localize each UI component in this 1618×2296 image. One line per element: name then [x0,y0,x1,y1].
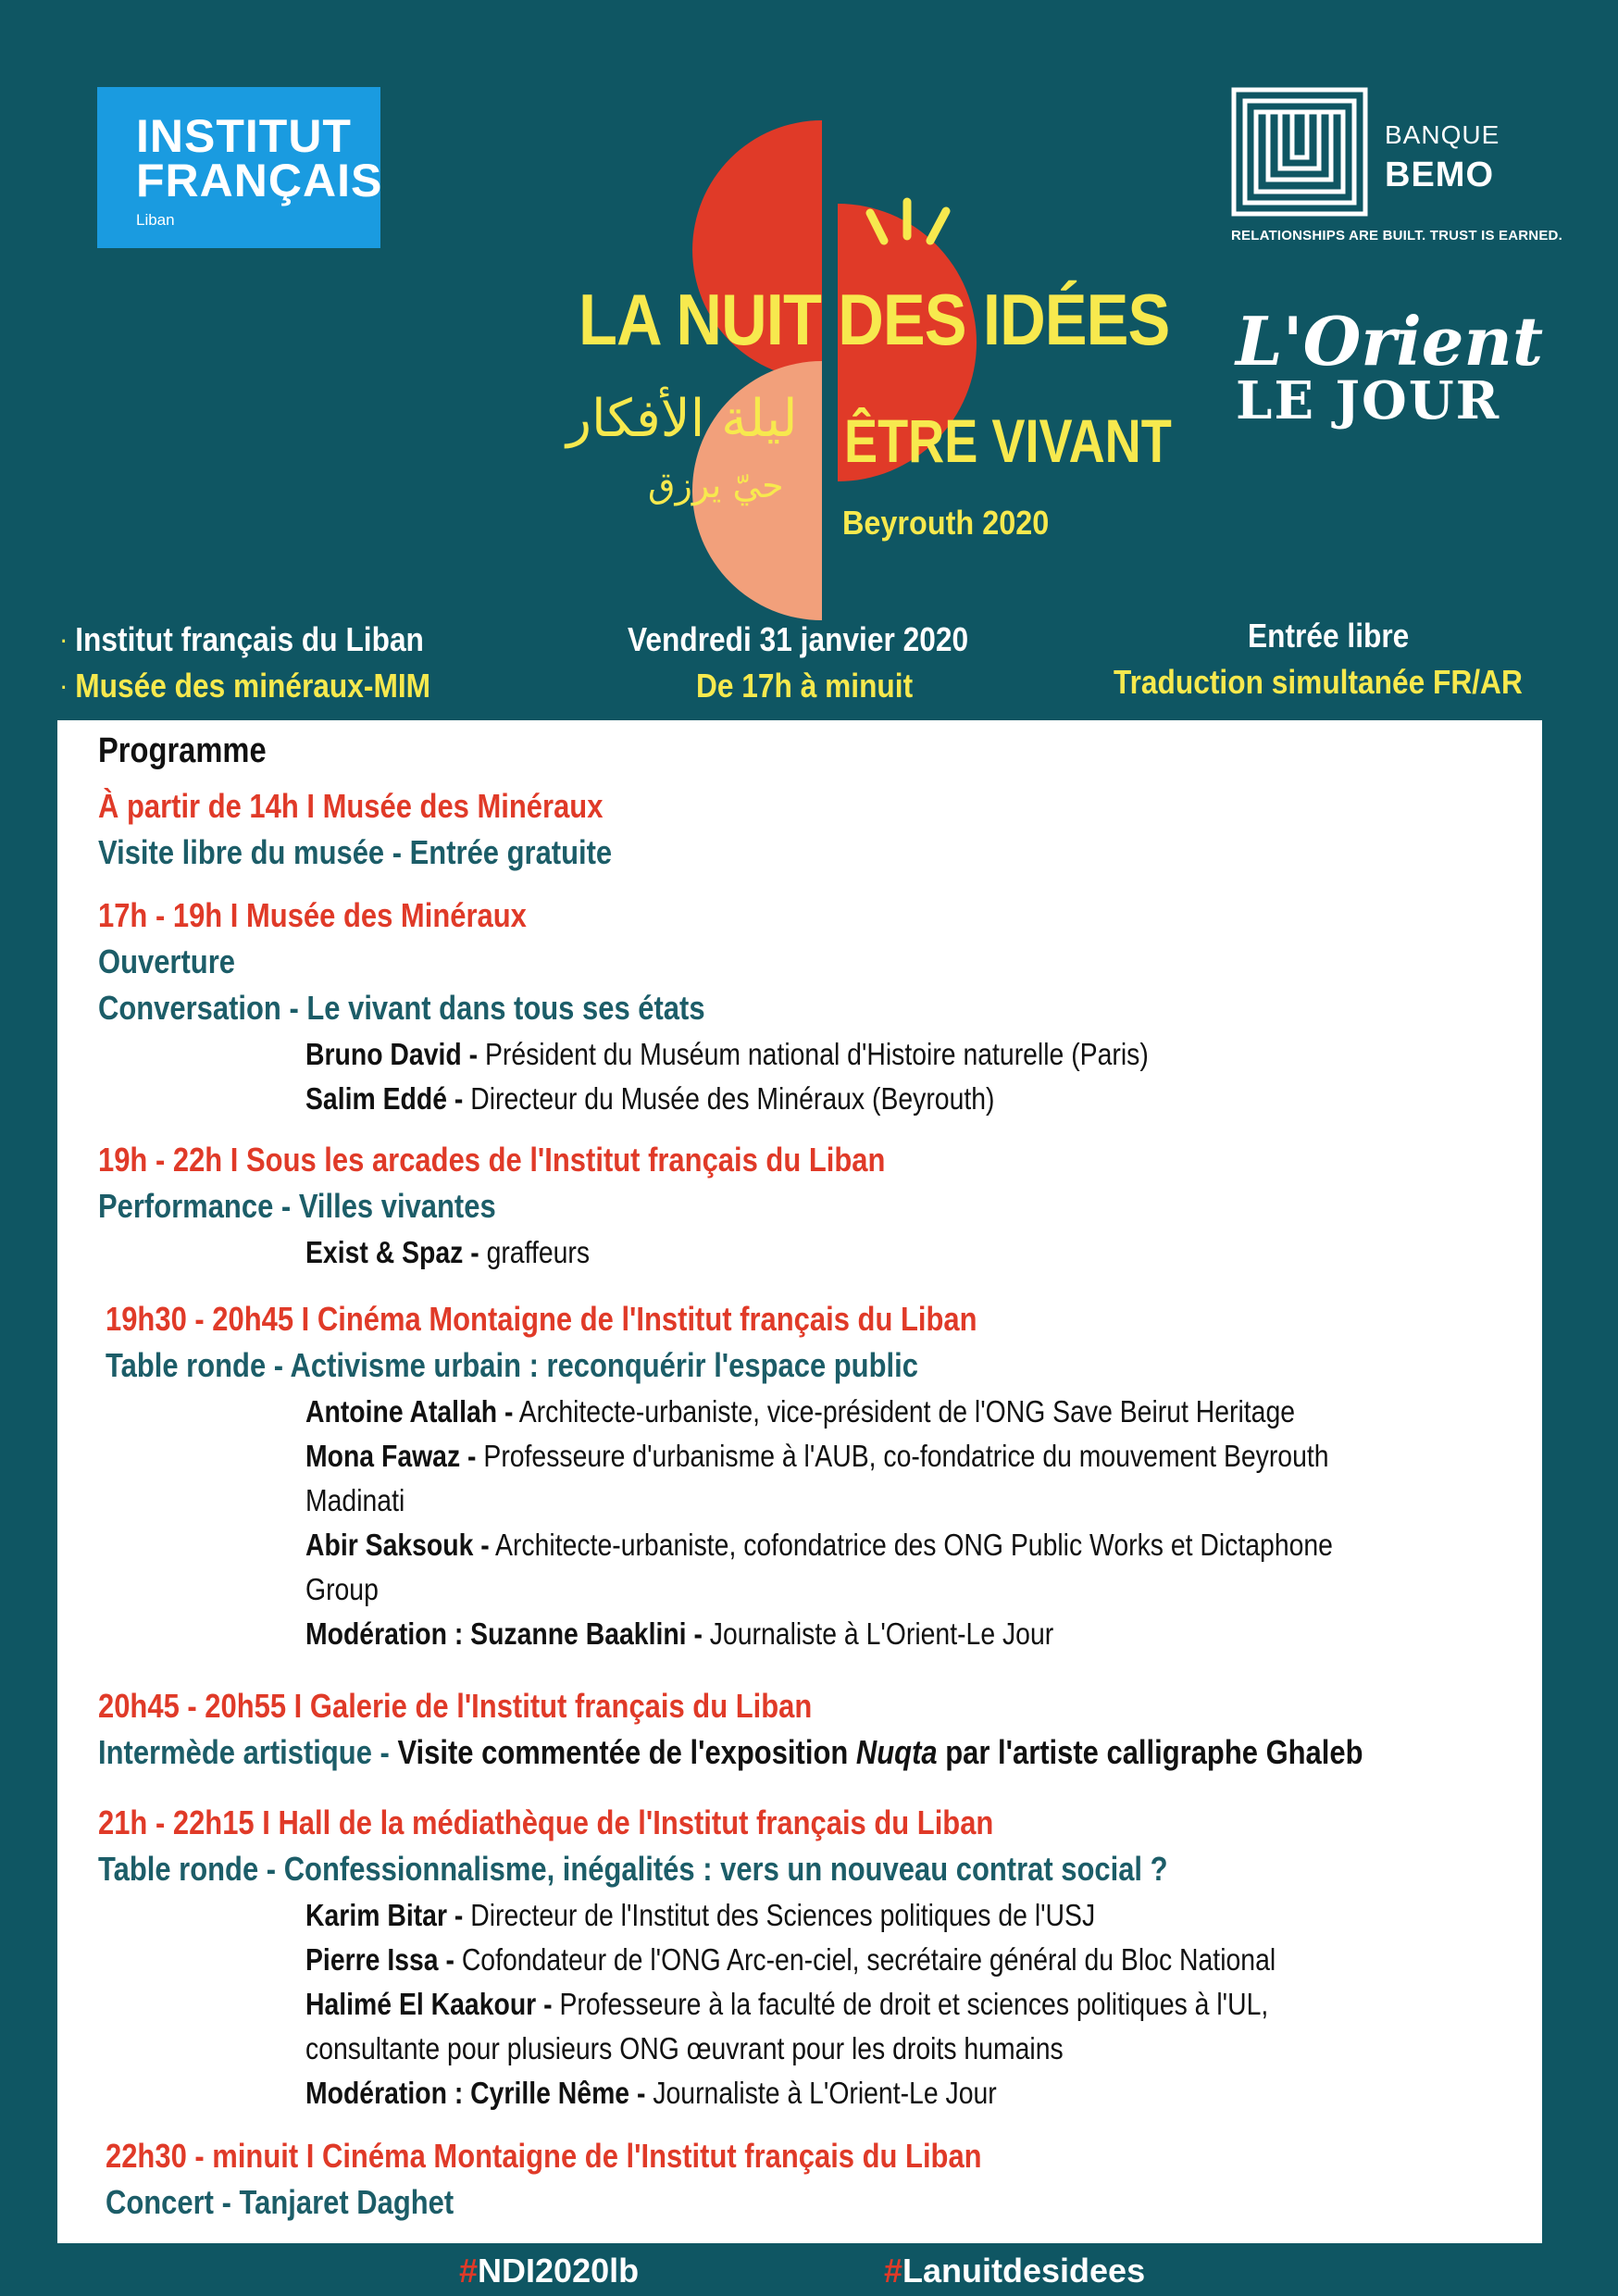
bemo-line: BANQUE [1385,120,1500,149]
session-title [106,1346,918,1385]
speaker-desc-cont: Group [305,1572,379,1606]
speaker-name: Mona Fawaz - [305,1439,477,1473]
moderator-name: Modération : Suzanne Baaklini - [305,1616,703,1651]
session-time: 19h30 - 20h45 I Cinéma Montaigne de l'Institut français du Liban [106,1300,977,1338]
speaker-name: Abir Saksouk - [305,1528,490,1562]
bemo-tagline: RELATIONSHIPS ARE BUILT. TRUST IS EARNED. [1231,228,1562,243]
logo-line: INSTITUT [136,110,352,162]
session-topic: Visite commentée de l'exposition [397,1733,849,1771]
event-title: LA NUIT DES IDÉES [579,279,1170,360]
speaker-desc: Président du Muséum national d'Histoire naturelle (Paris) [484,1037,1149,1071]
session-time: À partir de 14h I Musée des Minéraux [98,787,604,825]
session-title [98,989,705,1028]
session-type: Intermède artistique - [98,1733,390,1771]
session-topic: Le vivant dans tous ses états [306,989,705,1027]
speaker-name: Pierre Issa - [305,1942,454,1977]
hashtag-nuit[interactable] [884,2252,1145,2290]
speaker-desc-cont: Madinati [305,1483,405,1517]
logo-line: Liban [136,211,175,229]
venue-1 [61,620,424,659]
session-title: Visite libre du musée - Entrée gratuite [98,833,613,871]
hash-mark: # [459,2252,479,2290]
session-time: 20h45 - 20h55 I Galerie de l'Institut français du Liban [98,1687,813,1725]
venue-2-text: Musée des minéraux-MIM [75,667,431,705]
session-title: Ouverture [98,942,235,980]
session-title [106,2183,454,2222]
speaker-desc: Professeure d'urbanisme à l'AUB, co-fondatrice du mouvement Beyrouth [483,1439,1329,1473]
session-topic: Villes vivantes [298,1187,496,1225]
speaker [305,1394,1295,1429]
entry-info: Entrée libre [1248,617,1410,655]
event-date: Vendredi 31 janvier 2020 [628,620,969,658]
logo-line: FRANÇAIS [136,155,383,206]
moderator-desc: Journaliste à L'Orient-Le Jour [709,1616,1054,1651]
hashtag-ndi[interactable] [459,2252,639,2290]
event-hours: De 17h à minuit [696,667,914,705]
speaker-name: Exist & Spaz - [305,1235,479,1269]
exhibition-name: Nuqta [855,1733,938,1771]
speaker [305,1439,1329,1474]
orient-logo-line2: LE JOUR [1236,370,1501,431]
event-city: Beyrouth 2020 [842,504,1050,542]
speaker-name: Halimé El Kaakour - [305,1987,553,2021]
programme-heading: Programme [98,731,267,770]
bemo-line: BEMO [1385,156,1494,194]
programme-panel [57,720,1542,2243]
bullet-icon: · [61,676,68,700]
speaker [305,1528,1333,1563]
session-topic: Confessionnalisme, inégalités : vers un nouveau contrat social ? [283,1850,1168,1888]
session-type: Table ronde - [106,1346,284,1384]
speaker [305,1235,590,1270]
session-time: 19h - 22h I Sous les arcades de l'Institut français du Liban [98,1141,886,1179]
speaker-desc: Directeur de l'Institut des Sciences politiques de l'USJ [470,1898,1096,1932]
session-type: Conversation - [98,989,299,1027]
moderator-name: Modération : Cyrille Nême - [305,2076,646,2110]
session-time: 22h30 - minuit I Cinéma Montaigne de l'Institut français du Liban [106,2137,982,2175]
hash-mark: # [884,2252,903,2290]
speaker-name: Bruno David - [305,1037,479,1071]
session-time: 17h - 19h I Musée des Minéraux [98,896,527,934]
session-type: Table ronde - [98,1850,277,1888]
event-theme: ÊTRE VIVANT [844,406,1172,475]
speaker-name: Antoine Atallah - [305,1394,514,1429]
session-title [98,1733,1363,1772]
speaker-desc: Architecte-urbaniste, vice-président de l'ONG Save Beirut Heritage [518,1394,1296,1429]
speaker [305,1898,1095,1933]
arabic-subtitle: حيّ يرزق [648,465,784,505]
speaker [305,1942,1276,1978]
moderator-desc: Journaliste à L'Orient-Le Jour [653,2076,997,2110]
session-title [98,1850,1168,1889]
speaker-name: Salim Eddé - [305,1081,464,1116]
speaker-name: Karim Bitar - [305,1898,464,1932]
orient-logo-line1: L'Orient [1236,302,1544,381]
speaker-desc-cont: consultante pour plusieurs ONG œuvrant pour les droits humains [305,2031,1064,2065]
venue-1-text: Institut français du Liban [75,620,424,658]
translation-info: Traduction simultanée FR/AR [1114,663,1523,701]
session-topic-end: par l'artiste calligraphe Ghaleb [945,1733,1363,1771]
session-type: Concert - [106,2183,231,2221]
arabic-title: ليلة الأفكار [566,389,798,449]
speaker [305,1037,1149,1072]
speaker-desc: graffeurs [486,1235,591,1269]
institut-francais-logo [97,87,383,248]
bemo-maze-icon [1231,87,1368,217]
speaker-desc: Architecte-urbaniste, cofondatrice des ONG Public Works et Dictaphone [495,1528,1333,1562]
hashtag-text: Lanuitdesidees [902,2252,1146,2290]
banque-bemo-logo [1231,87,1562,254]
session-type: Performance - [98,1187,292,1225]
speaker [305,1987,1268,2022]
bullet-icon: · [61,630,68,654]
moderator [305,2076,997,2111]
session-topic: Tanjaret Daghet [239,2183,454,2221]
venue-2 [61,667,430,705]
session-topic: Activisme urbain : reconquérir l'espace public [290,1346,918,1384]
speaker [305,1081,994,1117]
speaker-desc: Cofondateur de l'ONG Arc-en-ciel, secrétaire général du Bloc National [461,1942,1276,1977]
speaker-desc: Professeure à la faculté de droit et sciences politiques à l'UL, [559,1987,1269,2021]
session-title [98,1187,496,1226]
session-time: 21h - 22h15 I Hall de la médiathèque de l'Institut français du Liban [98,1803,994,1841]
speaker-desc: Directeur du Musée des Minéraux (Beyrouth) [470,1081,995,1116]
moderator [305,1616,1053,1652]
hashtag-text: NDI2020lb [478,2252,640,2290]
